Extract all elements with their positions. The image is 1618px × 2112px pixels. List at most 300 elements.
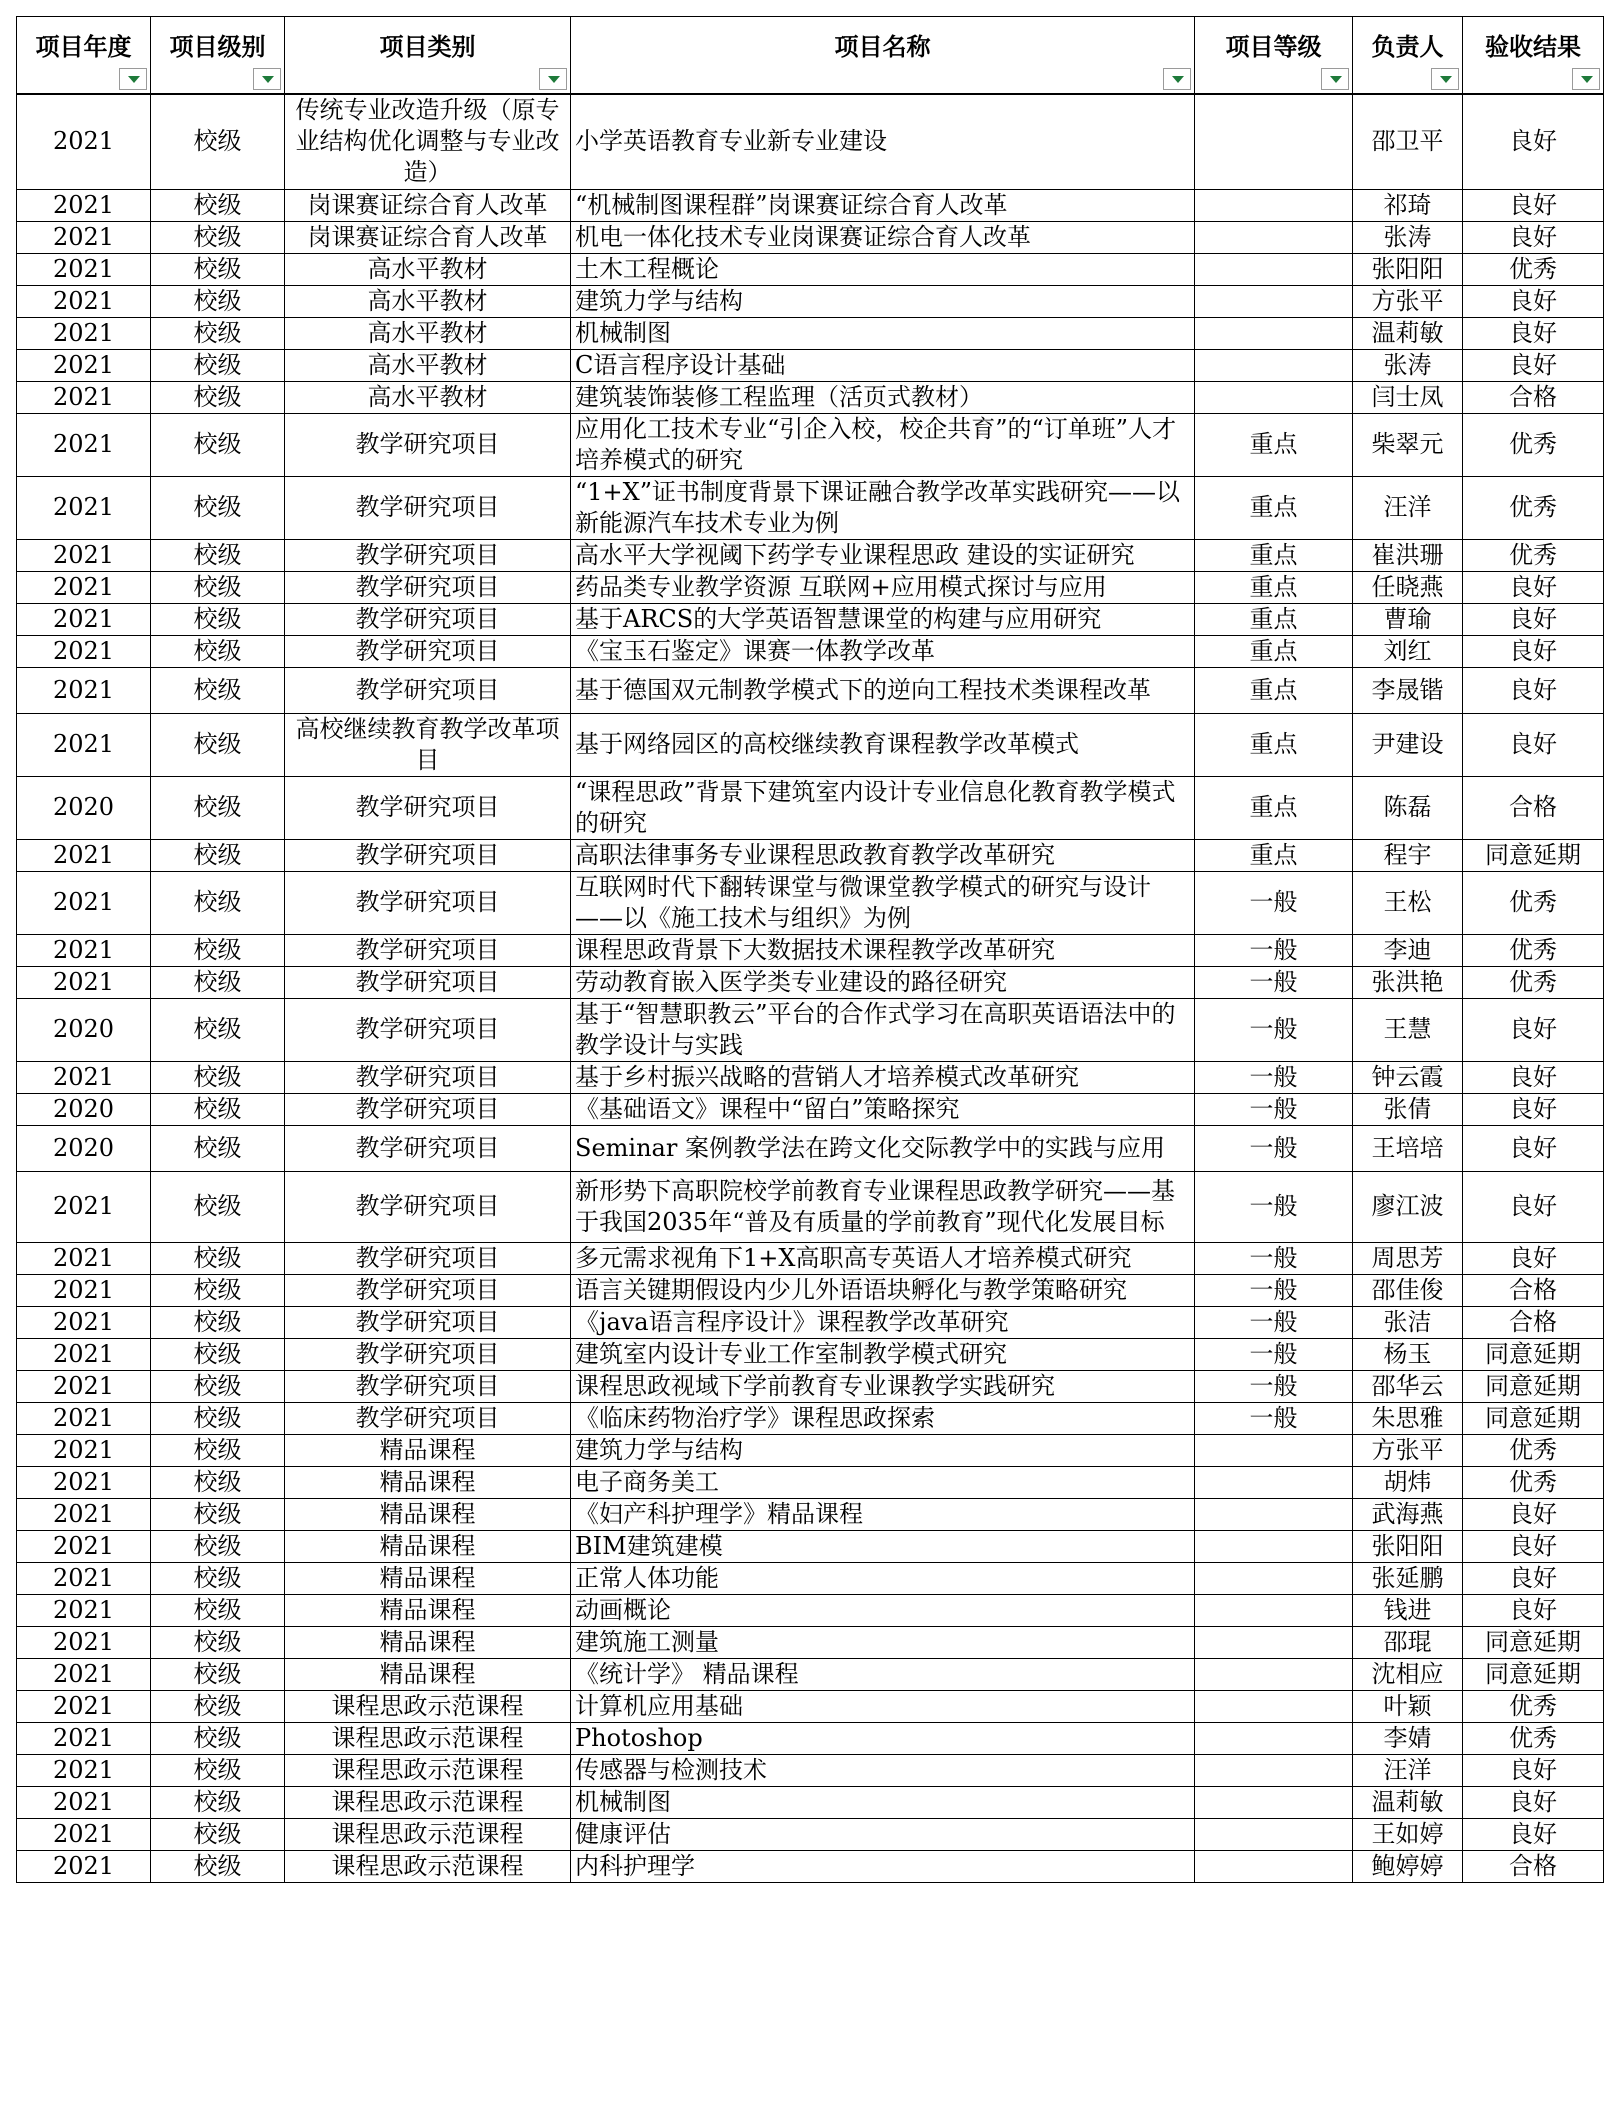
cell-result: 良好 bbox=[1463, 998, 1604, 1061]
cell-grade: 重点 bbox=[1195, 635, 1353, 667]
cell-project-name: “1+X”证书制度背景下课证融合教学改革实践研究——以新能源汽车技术专业为例 bbox=[571, 476, 1195, 539]
header-category: 项目类别 bbox=[285, 17, 571, 95]
cell-year: 2021 bbox=[17, 713, 151, 776]
cell-level: 校级 bbox=[151, 1125, 285, 1171]
cell-category: 教学研究项目 bbox=[285, 667, 571, 713]
cell-level: 校级 bbox=[151, 603, 285, 635]
cell-category: 高水平教材 bbox=[285, 349, 571, 381]
cell-project-name: 应用化工技术专业“引企入校，校企共育”的“订单班”人才培养模式的研究 bbox=[571, 413, 1195, 476]
cell-leader: 杨玉 bbox=[1353, 1338, 1463, 1370]
cell-project-name: Seminar 案例教学法在跨文化交际教学中的实践与应用 bbox=[571, 1125, 1195, 1171]
cell-level: 校级 bbox=[151, 571, 285, 603]
cell-result: 良好 bbox=[1463, 317, 1604, 349]
cell-leader: 曹瑜 bbox=[1353, 603, 1463, 635]
cell-category: 教学研究项目 bbox=[285, 413, 571, 476]
table-row bbox=[17, 1402, 1604, 1434]
cell-result: 良好 bbox=[1463, 1562, 1604, 1594]
cell-result: 优秀 bbox=[1463, 1722, 1604, 1754]
table-row bbox=[17, 94, 1604, 189]
cell-year: 2021 bbox=[17, 1370, 151, 1402]
cell-leader: 廖江波 bbox=[1353, 1171, 1463, 1242]
cell-project-name: “课程思政”背景下建筑室内设计专业信息化教育教学模式的研究 bbox=[571, 776, 1195, 839]
filter-dropdown-icon[interactable] bbox=[1572, 68, 1600, 90]
cell-year: 2021 bbox=[17, 966, 151, 998]
table-row bbox=[17, 1498, 1604, 1530]
cell-leader: 闫士凤 bbox=[1353, 381, 1463, 413]
cell-year: 2021 bbox=[17, 1242, 151, 1274]
cell-level: 校级 bbox=[151, 635, 285, 667]
cell-category: 精品课程 bbox=[285, 1658, 571, 1690]
cell-category: 课程思政示范课程 bbox=[285, 1690, 571, 1722]
cell-project-name: 劳动教育嵌入医学类专业建设的路径研究 bbox=[571, 966, 1195, 998]
cell-project-name: 高水平大学视阈下药学专业课程思政 建设的实证研究 bbox=[571, 539, 1195, 571]
cell-leader: 叶颖 bbox=[1353, 1690, 1463, 1722]
cell-project-name: C语言程序设计基础 bbox=[571, 349, 1195, 381]
table-row bbox=[17, 1306, 1604, 1338]
cell-category: 精品课程 bbox=[285, 1530, 571, 1562]
cell-category: 教学研究项目 bbox=[285, 1093, 571, 1125]
cell-result: 良好 bbox=[1463, 713, 1604, 776]
cell-level: 校级 bbox=[151, 349, 285, 381]
table-row bbox=[17, 1658, 1604, 1690]
cell-project-name: 土木工程概论 bbox=[571, 253, 1195, 285]
cell-level: 校级 bbox=[151, 1754, 285, 1786]
cell-year: 2021 bbox=[17, 539, 151, 571]
table-row bbox=[17, 776, 1604, 839]
cell-year: 2021 bbox=[17, 94, 151, 189]
cell-project-name: 机械制图 bbox=[571, 1786, 1195, 1818]
cell-leader: 邵琨 bbox=[1353, 1626, 1463, 1658]
cell-result: 良好 bbox=[1463, 1125, 1604, 1171]
table-row bbox=[17, 1434, 1604, 1466]
cell-category: 教学研究项目 bbox=[285, 603, 571, 635]
cell-year: 2021 bbox=[17, 1466, 151, 1498]
cell-year: 2021 bbox=[17, 1434, 151, 1466]
table-row bbox=[17, 713, 1604, 776]
cell-level: 校级 bbox=[151, 1242, 285, 1274]
cell-year: 2021 bbox=[17, 413, 151, 476]
table-row bbox=[17, 1093, 1604, 1125]
cell-category: 教学研究项目 bbox=[285, 1338, 571, 1370]
cell-category: 岗课赛证综合育人改革 bbox=[285, 221, 571, 253]
cell-grade bbox=[1195, 1690, 1353, 1722]
cell-leader: 尹建设 bbox=[1353, 713, 1463, 776]
cell-result: 优秀 bbox=[1463, 871, 1604, 934]
cell-grade bbox=[1195, 1530, 1353, 1562]
filter-dropdown-icon[interactable] bbox=[1431, 68, 1459, 90]
cell-grade: 一般 bbox=[1195, 1125, 1353, 1171]
table-row bbox=[17, 317, 1604, 349]
table-row bbox=[17, 1338, 1604, 1370]
cell-year: 2021 bbox=[17, 1338, 151, 1370]
cell-project-name: 机电一体化技术专业岗课赛证综合育人改革 bbox=[571, 221, 1195, 253]
cell-year: 2021 bbox=[17, 1562, 151, 1594]
cell-result: 合格 bbox=[1463, 1274, 1604, 1306]
cell-project-name: 基于“智慧职教云”平台的合作式学习在高职英语语法中的教学设计与实践 bbox=[571, 998, 1195, 1061]
cell-grade: 重点 bbox=[1195, 476, 1353, 539]
cell-year: 2021 bbox=[17, 189, 151, 221]
table-row bbox=[17, 221, 1604, 253]
header-name: 项目名称 bbox=[571, 17, 1195, 95]
cell-leader: 温莉敏 bbox=[1353, 1786, 1463, 1818]
cell-result: 良好 bbox=[1463, 667, 1604, 713]
cell-project-name: 内科护理学 bbox=[571, 1850, 1195, 1882]
table-row bbox=[17, 381, 1604, 413]
cell-grade bbox=[1195, 221, 1353, 253]
table-row bbox=[17, 1171, 1604, 1242]
cell-level: 校级 bbox=[151, 1434, 285, 1466]
cell-level: 校级 bbox=[151, 317, 285, 349]
project-acceptance-table bbox=[16, 16, 1604, 1883]
cell-grade: 重点 bbox=[1195, 713, 1353, 776]
cell-level: 校级 bbox=[151, 713, 285, 776]
filter-dropdown-icon[interactable] bbox=[1163, 68, 1191, 90]
cell-year: 2021 bbox=[17, 1850, 151, 1882]
table-row bbox=[17, 349, 1604, 381]
cell-leader: 任晓燕 bbox=[1353, 571, 1463, 603]
cell-leader: 沈相应 bbox=[1353, 1658, 1463, 1690]
cell-level: 校级 bbox=[151, 476, 285, 539]
cell-leader: 邵佳俊 bbox=[1353, 1274, 1463, 1306]
cell-category: 教学研究项目 bbox=[285, 1242, 571, 1274]
cell-year: 2021 bbox=[17, 1498, 151, 1530]
cell-year: 2020 bbox=[17, 1125, 151, 1171]
cell-category: 教学研究项目 bbox=[285, 1402, 571, 1434]
filter-dropdown-icon[interactable] bbox=[1321, 68, 1349, 90]
cell-leader: 张阳阳 bbox=[1353, 253, 1463, 285]
cell-year: 2021 bbox=[17, 1690, 151, 1722]
cell-result: 优秀 bbox=[1463, 1466, 1604, 1498]
cell-leader: 邵华云 bbox=[1353, 1370, 1463, 1402]
table-row bbox=[17, 635, 1604, 667]
cell-grade bbox=[1195, 1818, 1353, 1850]
cell-project-name: 基于乡村振兴战略的营销人才培养模式改革研究 bbox=[571, 1061, 1195, 1093]
table-row bbox=[17, 1850, 1604, 1882]
cell-leader: 李迪 bbox=[1353, 934, 1463, 966]
header-leader: 负责人 bbox=[1353, 17, 1463, 95]
cell-project-name: 多元需求视角下1+X高职高专英语人才培养模式研究 bbox=[571, 1242, 1195, 1274]
cell-result: 良好 bbox=[1463, 1530, 1604, 1562]
cell-grade bbox=[1195, 94, 1353, 189]
cell-category: 教学研究项目 bbox=[285, 998, 571, 1061]
cell-result: 良好 bbox=[1463, 1061, 1604, 1093]
cell-project-name: 建筑装饰装修工程监理（活页式教材） bbox=[571, 381, 1195, 413]
cell-year: 2021 bbox=[17, 285, 151, 317]
cell-result: 良好 bbox=[1463, 94, 1604, 189]
cell-category: 教学研究项目 bbox=[285, 1274, 571, 1306]
cell-category: 教学研究项目 bbox=[285, 776, 571, 839]
cell-grade: 重点 bbox=[1195, 776, 1353, 839]
cell-result: 良好 bbox=[1463, 285, 1604, 317]
table-row bbox=[17, 1722, 1604, 1754]
table-row bbox=[17, 413, 1604, 476]
cell-grade: 重点 bbox=[1195, 667, 1353, 713]
cell-level: 校级 bbox=[151, 1370, 285, 1402]
cell-leader: 方张平 bbox=[1353, 1434, 1463, 1466]
cell-category: 教学研究项目 bbox=[285, 571, 571, 603]
cell-result: 优秀 bbox=[1463, 413, 1604, 476]
cell-year: 2021 bbox=[17, 1722, 151, 1754]
cell-result: 良好 bbox=[1463, 571, 1604, 603]
cell-project-name: 建筑力学与结构 bbox=[571, 285, 1195, 317]
cell-grade bbox=[1195, 1850, 1353, 1882]
cell-project-name: 《java语言程序设计》课程教学改革研究 bbox=[571, 1306, 1195, 1338]
filter-dropdown-icon[interactable] bbox=[253, 68, 281, 90]
cell-level: 校级 bbox=[151, 1722, 285, 1754]
cell-leader: 张洪艳 bbox=[1353, 966, 1463, 998]
table-row bbox=[17, 603, 1604, 635]
table-row bbox=[17, 253, 1604, 285]
cell-leader: 张洁 bbox=[1353, 1306, 1463, 1338]
cell-project-name: 基于ARCS的大学英语智慧课堂的构建与应用研究 bbox=[571, 603, 1195, 635]
cell-grade: 一般 bbox=[1195, 934, 1353, 966]
cell-level: 校级 bbox=[151, 776, 285, 839]
cell-level: 校级 bbox=[151, 667, 285, 713]
cell-grade bbox=[1195, 349, 1353, 381]
cell-leader: 周思芳 bbox=[1353, 1242, 1463, 1274]
cell-category: 教学研究项目 bbox=[285, 966, 571, 998]
cell-result: 良好 bbox=[1463, 1498, 1604, 1530]
cell-level: 校级 bbox=[151, 1626, 285, 1658]
cell-category: 精品课程 bbox=[285, 1434, 571, 1466]
cell-level: 校级 bbox=[151, 934, 285, 966]
header-result: 验收结果 bbox=[1463, 17, 1604, 95]
cell-grade bbox=[1195, 1722, 1353, 1754]
cell-grade: 重点 bbox=[1195, 539, 1353, 571]
cell-category: 教学研究项目 bbox=[285, 635, 571, 667]
cell-level: 校级 bbox=[151, 413, 285, 476]
cell-year: 2021 bbox=[17, 603, 151, 635]
cell-grade bbox=[1195, 1466, 1353, 1498]
cell-level: 校级 bbox=[151, 1850, 285, 1882]
cell-year: 2021 bbox=[17, 871, 151, 934]
cell-project-name: 健康评估 bbox=[571, 1818, 1195, 1850]
cell-category: 精品课程 bbox=[285, 1466, 571, 1498]
cell-year: 2021 bbox=[17, 1306, 151, 1338]
cell-category: 教学研究项目 bbox=[285, 839, 571, 871]
cell-result: 优秀 bbox=[1463, 476, 1604, 539]
table-row bbox=[17, 1562, 1604, 1594]
cell-level: 校级 bbox=[151, 1466, 285, 1498]
cell-level: 校级 bbox=[151, 253, 285, 285]
table-row bbox=[17, 1594, 1604, 1626]
cell-project-name: 建筑力学与结构 bbox=[571, 1434, 1195, 1466]
cell-project-name: 《统计学》 精品课程 bbox=[571, 1658, 1195, 1690]
cell-leader: 张倩 bbox=[1353, 1093, 1463, 1125]
cell-category: 课程思政示范课程 bbox=[285, 1818, 571, 1850]
cell-level: 校级 bbox=[151, 381, 285, 413]
cell-year: 2021 bbox=[17, 1594, 151, 1626]
header-year: 项目年度 bbox=[17, 17, 151, 95]
cell-category: 课程思政示范课程 bbox=[285, 1754, 571, 1786]
cell-year: 2021 bbox=[17, 349, 151, 381]
cell-result: 合格 bbox=[1463, 776, 1604, 839]
table-row bbox=[17, 1690, 1604, 1722]
cell-leader: 邵卫平 bbox=[1353, 94, 1463, 189]
cell-project-name: 《宝玉石鉴定》课赛一体教学改革 bbox=[571, 635, 1195, 667]
cell-level: 校级 bbox=[151, 966, 285, 998]
cell-leader: 胡炜 bbox=[1353, 1466, 1463, 1498]
cell-result: 良好 bbox=[1463, 1754, 1604, 1786]
cell-level: 校级 bbox=[151, 1274, 285, 1306]
cell-leader: 鲍婷婷 bbox=[1353, 1850, 1463, 1882]
cell-year: 2021 bbox=[17, 1061, 151, 1093]
cell-result: 合格 bbox=[1463, 1850, 1604, 1882]
cell-year: 2021 bbox=[17, 317, 151, 349]
cell-project-name: 《妇产科护理学》精品课程 bbox=[571, 1498, 1195, 1530]
cell-grade: 一般 bbox=[1195, 966, 1353, 998]
cell-project-name: 机械制图 bbox=[571, 317, 1195, 349]
cell-level: 校级 bbox=[151, 1786, 285, 1818]
table-row bbox=[17, 1242, 1604, 1274]
cell-project-name: 电子商务美工 bbox=[571, 1466, 1195, 1498]
cell-leader: 程宇 bbox=[1353, 839, 1463, 871]
cell-year: 2021 bbox=[17, 221, 151, 253]
cell-level: 校级 bbox=[151, 285, 285, 317]
cell-project-name: 互联网时代下翻转课堂与微课堂教学模式的研究与设计——以《施工技术与组织》为例 bbox=[571, 871, 1195, 934]
cell-project-name: 高职法律事务专业课程思政教育教学改革研究 bbox=[571, 839, 1195, 871]
cell-grade: 一般 bbox=[1195, 1402, 1353, 1434]
cell-category: 传统专业改造升级（原专业结构优化调整与专业改造） bbox=[285, 94, 571, 189]
cell-leader: 陈磊 bbox=[1353, 776, 1463, 839]
cell-year: 2021 bbox=[17, 1530, 151, 1562]
table-row bbox=[17, 539, 1604, 571]
cell-grade: 一般 bbox=[1195, 1274, 1353, 1306]
filter-dropdown-icon[interactable] bbox=[119, 68, 147, 90]
cell-grade bbox=[1195, 285, 1353, 317]
cell-level: 校级 bbox=[151, 839, 285, 871]
cell-leader: 王培培 bbox=[1353, 1125, 1463, 1171]
cell-level: 校级 bbox=[151, 221, 285, 253]
cell-project-name: 传感器与检测技术 bbox=[571, 1754, 1195, 1786]
cell-grade bbox=[1195, 1434, 1353, 1466]
cell-leader: 张涛 bbox=[1353, 221, 1463, 253]
cell-level: 校级 bbox=[151, 1338, 285, 1370]
cell-project-name: 《基础语文》课程中“留白”策略探究 bbox=[571, 1093, 1195, 1125]
table-row bbox=[17, 189, 1604, 221]
cell-leader: 王慧 bbox=[1353, 998, 1463, 1061]
cell-year: 2021 bbox=[17, 571, 151, 603]
cell-project-name: 小学英语教育专业新专业建设 bbox=[571, 94, 1195, 189]
cell-year: 2020 bbox=[17, 998, 151, 1061]
cell-level: 校级 bbox=[151, 1171, 285, 1242]
cell-category: 高水平教材 bbox=[285, 317, 571, 349]
cell-project-name: 建筑施工测量 bbox=[571, 1626, 1195, 1658]
cell-grade: 一般 bbox=[1195, 998, 1353, 1061]
cell-year: 2021 bbox=[17, 1626, 151, 1658]
cell-level: 校级 bbox=[151, 1818, 285, 1850]
cell-year: 2021 bbox=[17, 253, 151, 285]
cell-result: 良好 bbox=[1463, 635, 1604, 667]
cell-grade bbox=[1195, 253, 1353, 285]
cell-result: 良好 bbox=[1463, 189, 1604, 221]
cell-project-name: 基于网络园区的高校继续教育课程教学改革模式 bbox=[571, 713, 1195, 776]
cell-level: 校级 bbox=[151, 1306, 285, 1338]
cell-level: 校级 bbox=[151, 1658, 285, 1690]
cell-result: 良好 bbox=[1463, 1786, 1604, 1818]
cell-year: 2021 bbox=[17, 1786, 151, 1818]
cell-result: 良好 bbox=[1463, 349, 1604, 381]
cell-project-name: Photoshop bbox=[571, 1722, 1195, 1754]
table-row bbox=[17, 966, 1604, 998]
cell-year: 2021 bbox=[17, 381, 151, 413]
cell-leader: 张延鹏 bbox=[1353, 1562, 1463, 1594]
cell-level: 校级 bbox=[151, 94, 285, 189]
cell-year: 2020 bbox=[17, 776, 151, 839]
cell-result: 优秀 bbox=[1463, 539, 1604, 571]
cell-project-name: 新形势下高职院校学前教育专业课程思政教学研究——基于我国2035年“普及有质量的学前教育”现代化发展目标 bbox=[571, 1171, 1195, 1242]
cell-result: 良好 bbox=[1463, 1171, 1604, 1242]
cell-result: 同意延期 bbox=[1463, 1626, 1604, 1658]
table-row bbox=[17, 1125, 1604, 1171]
cell-category: 教学研究项目 bbox=[285, 1061, 571, 1093]
cell-grade: 一般 bbox=[1195, 871, 1353, 934]
cell-result: 良好 bbox=[1463, 603, 1604, 635]
cell-category: 高水平教材 bbox=[285, 253, 571, 285]
cell-category: 高水平教材 bbox=[285, 381, 571, 413]
cell-year: 2021 bbox=[17, 1754, 151, 1786]
table-row bbox=[17, 934, 1604, 966]
cell-level: 校级 bbox=[151, 1594, 285, 1626]
cell-category: 教学研究项目 bbox=[285, 1125, 571, 1171]
cell-result: 良好 bbox=[1463, 1093, 1604, 1125]
cell-level: 校级 bbox=[151, 1061, 285, 1093]
cell-leader: 王松 bbox=[1353, 871, 1463, 934]
cell-result: 优秀 bbox=[1463, 966, 1604, 998]
cell-project-name: 建筑室内设计专业工作室制教学模式研究 bbox=[571, 1338, 1195, 1370]
cell-result: 优秀 bbox=[1463, 1434, 1604, 1466]
filter-dropdown-icon[interactable] bbox=[539, 68, 567, 90]
cell-result: 良好 bbox=[1463, 1242, 1604, 1274]
cell-category: 高水平教材 bbox=[285, 285, 571, 317]
table-row bbox=[17, 998, 1604, 1061]
cell-result: 同意延期 bbox=[1463, 1370, 1604, 1402]
cell-category: 教学研究项目 bbox=[285, 1171, 571, 1242]
cell-grade bbox=[1195, 1594, 1353, 1626]
cell-year: 2021 bbox=[17, 1818, 151, 1850]
cell-category: 精品课程 bbox=[285, 1498, 571, 1530]
cell-year: 2021 bbox=[17, 1658, 151, 1690]
cell-result: 同意延期 bbox=[1463, 1338, 1604, 1370]
cell-year: 2021 bbox=[17, 1402, 151, 1434]
cell-category: 教学研究项目 bbox=[285, 476, 571, 539]
cell-leader: 朱思雅 bbox=[1353, 1402, 1463, 1434]
cell-leader: 祁琦 bbox=[1353, 189, 1463, 221]
header-level: 项目级别 bbox=[151, 17, 285, 95]
cell-project-name: 计算机应用基础 bbox=[571, 1690, 1195, 1722]
cell-result: 优秀 bbox=[1463, 1690, 1604, 1722]
cell-grade bbox=[1195, 1626, 1353, 1658]
cell-leader: 张阳阳 bbox=[1353, 1530, 1463, 1562]
cell-project-name: BIM建筑建模 bbox=[571, 1530, 1195, 1562]
cell-level: 校级 bbox=[151, 539, 285, 571]
cell-project-name: 动画概论 bbox=[571, 1594, 1195, 1626]
table-row bbox=[17, 1818, 1604, 1850]
cell-level: 校级 bbox=[151, 1530, 285, 1562]
table-row bbox=[17, 1466, 1604, 1498]
cell-category: 教学研究项目 bbox=[285, 539, 571, 571]
cell-leader: 李婧 bbox=[1353, 1722, 1463, 1754]
cell-leader: 钱进 bbox=[1353, 1594, 1463, 1626]
cell-result: 良好 bbox=[1463, 221, 1604, 253]
cell-result: 合格 bbox=[1463, 1306, 1604, 1338]
cell-grade: 重点 bbox=[1195, 571, 1353, 603]
cell-grade: 重点 bbox=[1195, 839, 1353, 871]
cell-grade bbox=[1195, 317, 1353, 349]
cell-result: 合格 bbox=[1463, 381, 1604, 413]
cell-result: 同意延期 bbox=[1463, 839, 1604, 871]
cell-grade: 一般 bbox=[1195, 1171, 1353, 1242]
